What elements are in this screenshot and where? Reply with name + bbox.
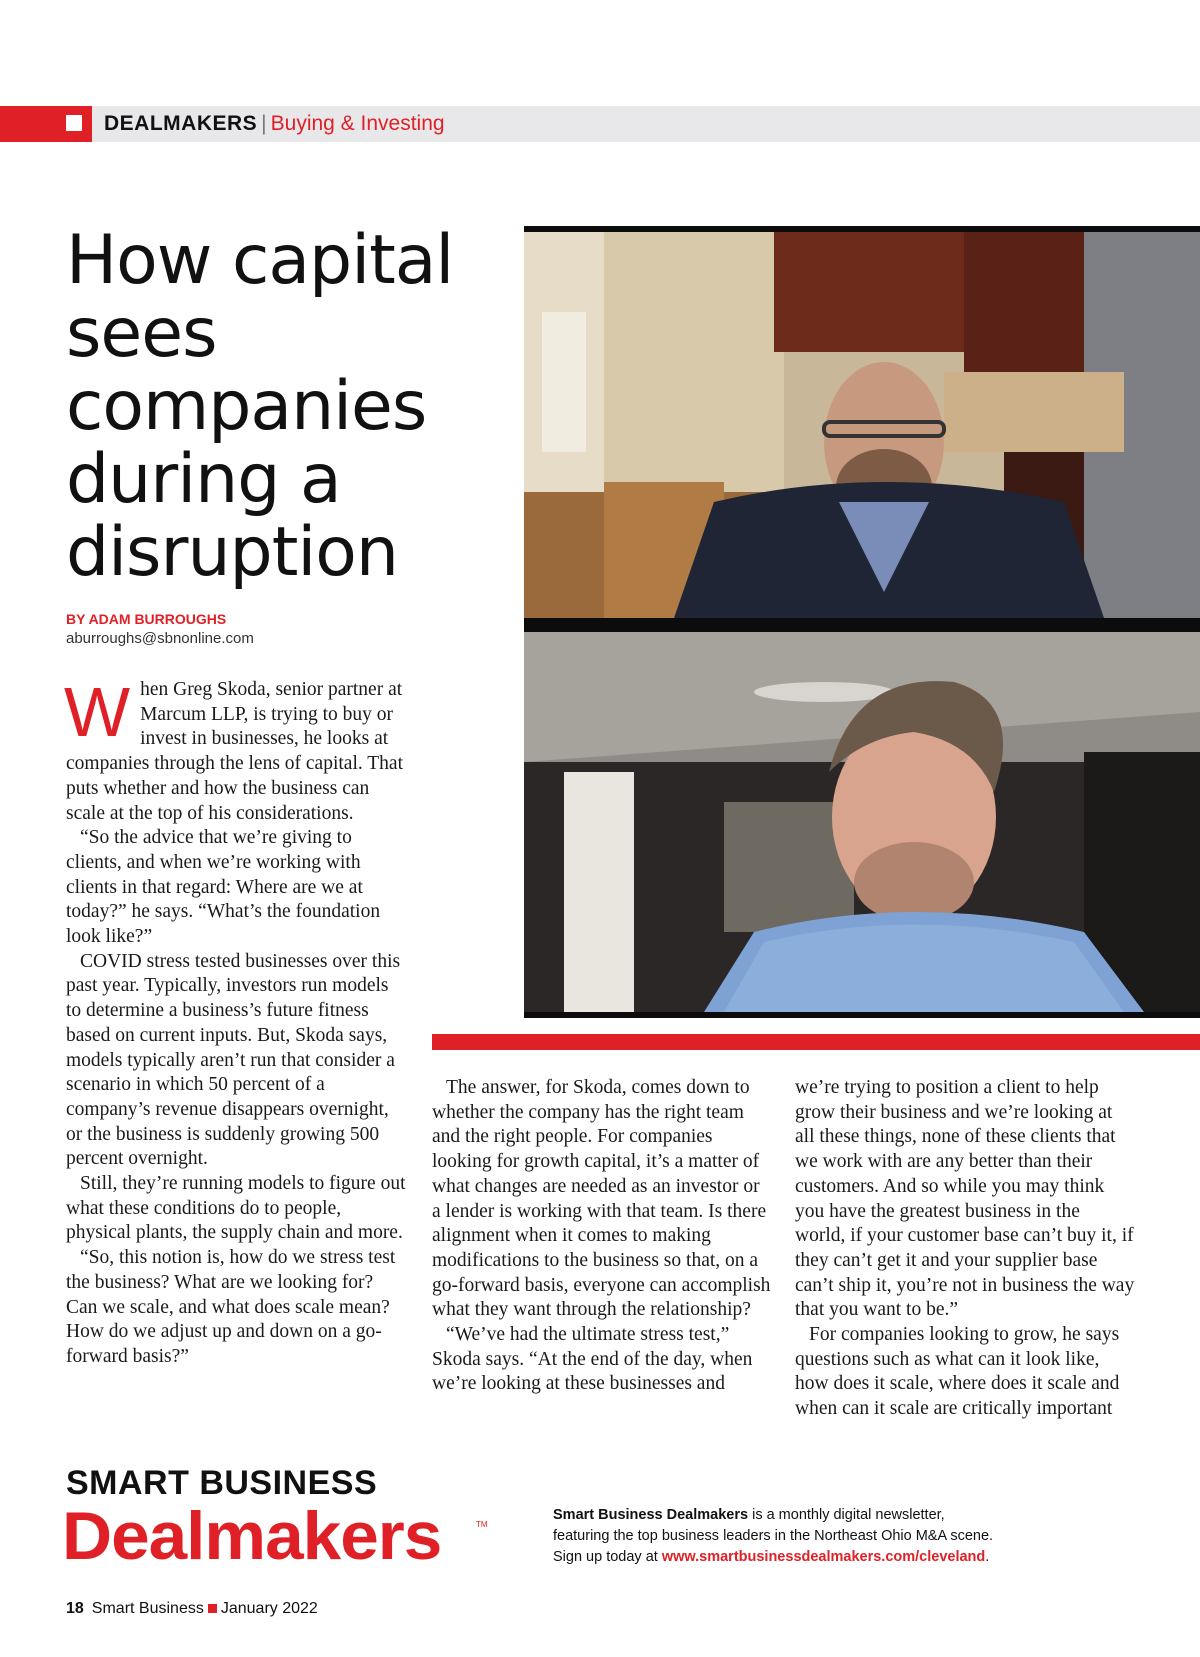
- paragraph: [64, 673, 406, 826]
- publication-name: Smart Business: [91, 1600, 204, 1617]
- section-square-icon: [66, 115, 82, 131]
- article-column-1: [64, 673, 406, 1370]
- paragraph: COVID stress tested businesses over this past year. Typically, investors run models to determine a business’s future fitness based on current inputs. But, Skoda says, models typically aren’t run that consider a scenario in which 50 percent of a company’s revenue disappears overnight, or the business is suddenly growing 500 percent overnight.: [66, 950, 401, 1170]
- logo-smart-business: SMART BUSINESS: [66, 1464, 378, 1502]
- signup-link[interactable]: www.smartbusinessdealmakers.com/cleveland: [661, 1549, 986, 1565]
- divider-rule: [432, 1034, 1200, 1050]
- paragraph: The answer, for Skoda, comes down to whether the company has the right team and the right people. For companies looking for growth capital, it’s a matter of what changes are needed as an investor or a lender is working with that team. Is there alignment when it comes to making modifications to the business so that, on a go-forward basis, everyone can accomplish what they want through the relationship?: [432, 1077, 771, 1321]
- promo-period: .: [985, 1549, 990, 1565]
- page-number: 18: [66, 1600, 84, 1617]
- section-subtitle: Buying & Investing: [270, 112, 445, 135]
- paragraph: For companies looking to grow, he says questions such as what can it look like, how does it scale, where does it scale and when can it scale are critically important: [795, 1324, 1120, 1420]
- section-separator: |: [261, 112, 267, 135]
- logo-trademark: TM: [476, 1520, 488, 1529]
- article-column-2: [432, 1076, 772, 1397]
- article-column-3: [795, 1076, 1135, 1422]
- section-header: [104, 111, 445, 137]
- footer-square-icon: [208, 1604, 217, 1613]
- photo-greg-skoda: [524, 232, 1200, 618]
- promo-brand: Smart Business Dealmakers: [553, 1507, 749, 1523]
- paragraph: “So, this notion is, how do we stress test the business? What are we looking for? Can we scale, and what does scale mean? How do we adjust up and down on a go-forward basis?”: [66, 1247, 396, 1367]
- byline: BY ADAM BURROUGHS: [66, 611, 227, 627]
- logo-dealmakers: Dealmakers: [62, 1498, 442, 1574]
- paragraph: “So the advice that we’re giving to clients, and when we’re working with clients in that regard: Where are we at today?” he says. “What’s the foundation look like?”: [66, 827, 381, 948]
- headline: How capital sees companies during a disruption: [66, 221, 454, 592]
- paragraph-text: hen Greg Skoda, senior partner at Marcum LLP, is trying to buy or invest in businesses, he looks at companies through the lens of capital. That puts whether and how the business can scale at the top of his considerations.: [66, 679, 404, 824]
- newsletter-promo: [553, 1505, 1073, 1568]
- video-call-photo: [524, 226, 1200, 1018]
- author-email: aburroughs@sbnonline.com: [66, 630, 254, 647]
- issue-date: January 2022: [220, 1600, 318, 1617]
- promo-line-1: is a monthly digital newsletter,: [748, 1507, 945, 1523]
- paragraph: we’re trying to position a client to help grow their business and we’re looking at all these things, none of these clients that we work with are any better than their customers. And so while you may think you have the greatest business in the world, if your customer base can’t buy it, if they can’t get it and your supplier base can’t ship it, you’re not in business the way that you want to be.”: [795, 1077, 1135, 1321]
- paragraph: Still, they’re running models to figure out what these conditions do to people, physical plants, the supply chain and more.: [66, 1173, 406, 1244]
- photo-second-speaker: [524, 632, 1200, 1012]
- paragraph: “We’ve had the ultimate stress test,” Skoda says. “At the end of the day, when we’re looking at these businesses and: [432, 1324, 753, 1395]
- section-name: DEALMAKERS: [104, 112, 258, 135]
- promo-line-2: featuring the top business leaders in the Northeast Ohio M&A scene.: [553, 1528, 994, 1544]
- dropcap: W: [64, 673, 131, 751]
- page-footer: [66, 1600, 318, 1618]
- promo-line-3: Sign up today at: [553, 1549, 662, 1565]
